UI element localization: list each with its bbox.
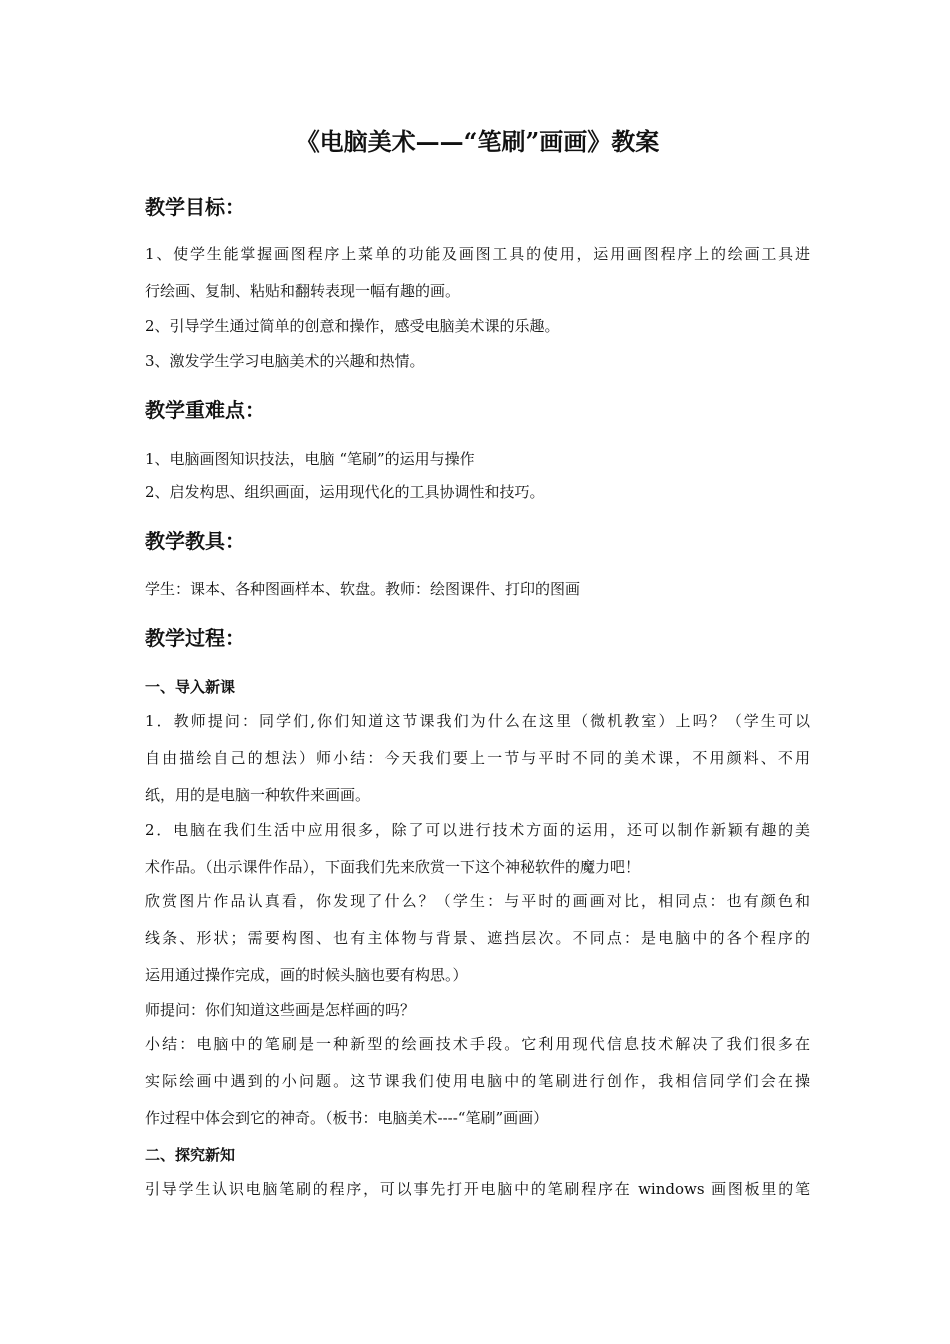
process-part1-title: 一、导入新课 bbox=[145, 678, 236, 696]
process-line: 引导学生认识电脑笔刷的程序，可以事先打开电脑中的笔刷程序在 windows 画图板里的笔 bbox=[145, 1180, 810, 1198]
goals-line: 2、引导学生通过简单的创意和操作，感受电脑美术课的乐趣。 bbox=[145, 317, 560, 335]
process-line: 线条、形状；需要构图、也有主体物与背景、遮挡层次。不同点：是电脑中的各个程序的 bbox=[145, 929, 810, 947]
process-part2-title: 二、探究新知 bbox=[145, 1146, 236, 1164]
process-line: 小结：电脑中的笔刷是一种新型的绘画技术手段。它利用现代信息技术解决了我们很多在 bbox=[145, 1035, 810, 1053]
keypoints-heading: 教学重难点： bbox=[145, 398, 265, 422]
goals-line: 1、使学生能掌握画图程序上菜单的功能及画图工具的使用，运用画图程序上的绘画工具进 bbox=[145, 245, 810, 263]
process-line: 自由描绘自己的想法）师小结：今天我们要上一节与平时不同的美术课，不用颜料、不用 bbox=[145, 749, 810, 767]
process-line: 运用通过操作完成，画的时候头脑也要有构思。） bbox=[145, 966, 468, 984]
process-line: 2．电脑在我们生活中应用很多，除了可以进行技术方面的运用，还可以制作新颖有趣的美 bbox=[145, 821, 810, 839]
document-title: 《电脑美术——“笔刷”画画》教案 bbox=[295, 127, 660, 156]
process-line: 术作品。（出示课件作品），下面我们先来欣赏一下这个神秘软件的魔力吧！ bbox=[145, 858, 641, 876]
goals-heading: 教学目标： bbox=[145, 195, 245, 219]
keypoints-line: 1、电脑画图知识技法，电脑 “笔刷”的运用与操作 bbox=[145, 450, 475, 468]
process-line: 实际绘画中遇到的小问题。这节课我们使用电脑中的笔刷进行创作，我相信同学们会在操 bbox=[145, 1072, 810, 1090]
process-line: 作过程中体会到它的神奇。（板书：电脑美术----“笔刷”画画） bbox=[145, 1109, 549, 1127]
tools-line: 学生：课本、各种图画样本、软盘。教师：绘图课件、打印的图画 bbox=[145, 580, 581, 598]
keypoints-line: 2、启发构思、组织画面，运用现代化的工具协调性和技巧。 bbox=[145, 483, 545, 501]
process-heading: 教学过程： bbox=[145, 626, 245, 650]
process-line: 欣赏图片作品认真看，你发现了什么？（学生：与平时的画画对比，相同点：也有颜色和 bbox=[145, 892, 810, 910]
goals-line: 3、激发学生学习电脑美术的兴趣和热情。 bbox=[145, 352, 425, 370]
process-line: 师提问：你们知道这些画是怎样画的吗？ bbox=[145, 1001, 416, 1019]
goals-line: 行绘画、复制、粘贴和翻转表现一幅有趣的画。 bbox=[145, 282, 461, 300]
process-line: 1．教师提问：同学们,你们知道这节课我们为什么在这里（微机教室）上吗？（学生可以 bbox=[145, 712, 810, 730]
tools-heading: 教学教具： bbox=[145, 529, 245, 553]
process-line: 纸，用的是电脑一种软件来画画。 bbox=[145, 786, 371, 804]
